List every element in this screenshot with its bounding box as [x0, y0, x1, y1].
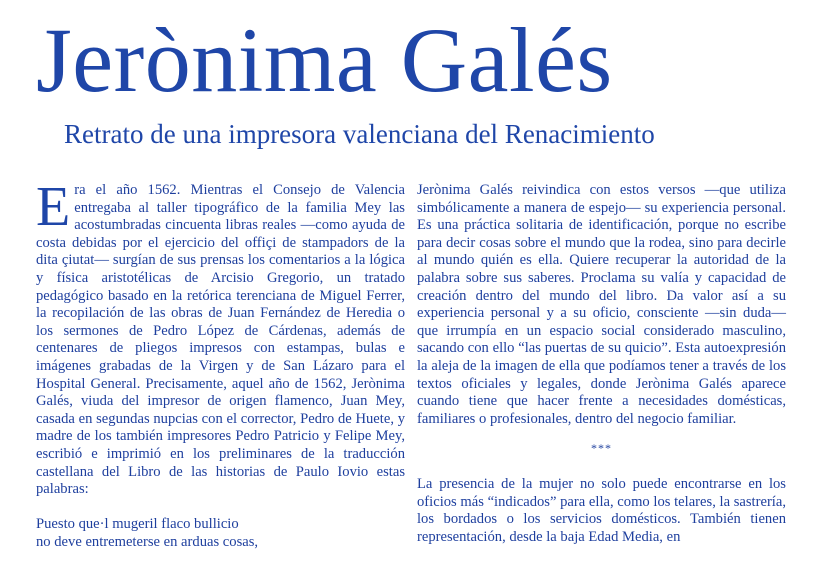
page-title: Jerònima Galés	[36, 9, 613, 111]
intro-paragraph	[36, 176, 405, 499]
verse-line: Puesto que·l mugeril flaco bullicio	[36, 516, 239, 533]
section-separator: ***	[591, 441, 612, 456]
body-paragraph: Jerònima Galés reivindica con estos versos —que utiliza simbólicamente a manera de espejo— su experiencia personal. Es una práctica solitaria de identificación, porque no escribe para decir cosas sobre el mundo que la rodea, sino para decirle al mundo quién es ella. Quiere recuperar la autoridad de la palabra sobre sus saberes. Proclama su valía y capacidad de creación dentro del mundo del libro. Da valor así a su experiencia personal y a su oficio, consciente —sin duda— que irrumpía en un espacio social considerado masculino, sacando con ello “las puertas de su quicio”. Esta autoexpresión la aleja de la imagen de ella que podíamos tener a través de los textos oficiales y legales, donde Jerònima Galés aparece cuando tiene que hacer frente a necesidades domésticas, familiares o profesionales, dentro del negocio familiar.	[417, 182, 786, 427]
right-column	[417, 182, 786, 546]
verse-line: no deve entremeterse en arduas cosas,	[36, 533, 259, 550]
intro-paragraph-text: ra el año 1562. Mientras el Consejo de Valencia entregaba al taller tipográfico de la familia Mey las acostumbradas cincuenta libras reales —como ayuda de costa debidas por el ejercicio del offiçi de stampadors de la dita çiutat— surgían de sus prensas los comentarios a la lógica y física aristotélicas de Arcisio Gregorio, un tratado pedagógico basado en la retórica terenciana de Miguel Ferrer, la recopilación de las obras de Juan Fernández de Heredia o los sermones de Pedro López de Cárdenas, además de centenares de pliegos impresos con estampas, bulas e imágenes grabadas de la Virgen y de San Lázaro para el Hospital General. Precisamente, aquel año de 1562, Jerònima Galés, viuda del impresor de origen flamenco, Juan Mey, casada en segundas nupcias con el corrector, Pedro de Huete, y madre de los también impresores Pedro Patricio y Felipe Mey, escribió e imprimió en los preliminares de la traducción castellana del Libro de las historias de Paulo Iovio estas palabras:	[36, 182, 405, 498]
page-subtitle: Retrato de una impresora valenciana del Renacimiento	[64, 119, 655, 149]
left-column	[36, 176, 405, 551]
drop-cap: E	[36, 176, 71, 238]
body-paragraph: La presencia de la mujer no solo puede encontrarse en los oficios más “indicados” para ella, como los telares, la sastrería, los bordados o los servicios domésticos. También tienen representación, desde la baja Edad Media, en	[417, 475, 786, 545]
verse-quote	[36, 516, 405, 551]
